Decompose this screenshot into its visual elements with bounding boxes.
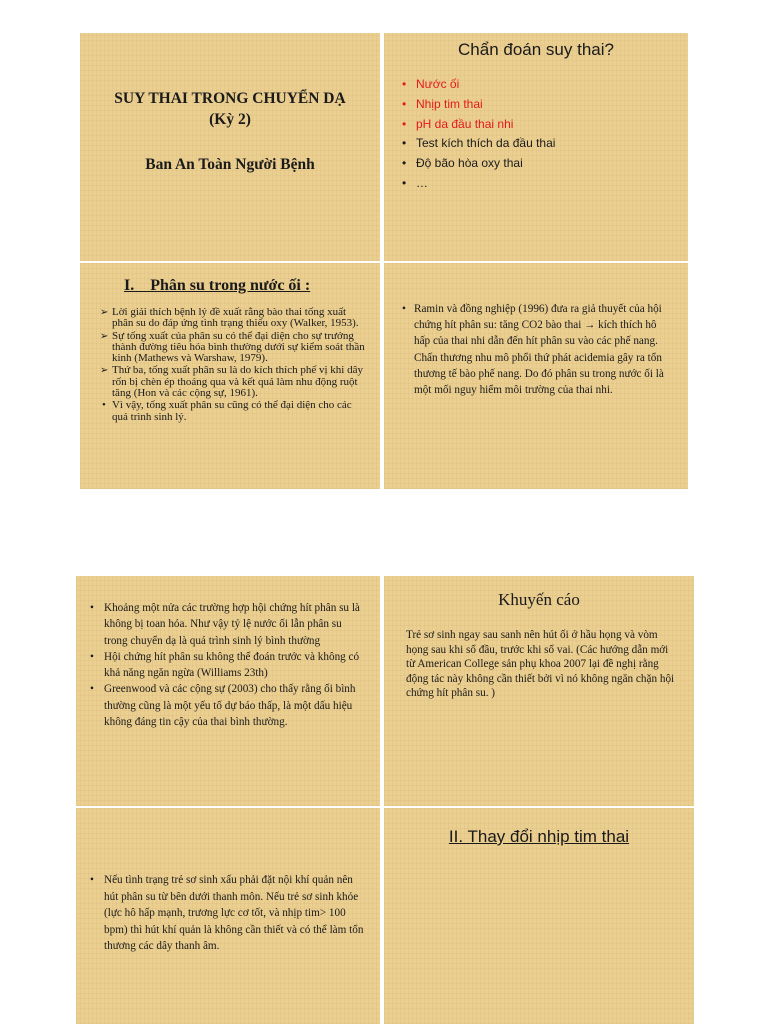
list-item: • Độ bão hòa oxy thai	[402, 154, 680, 174]
list-item: ➢ Lời giải thích bệnh lý đề xuất rằng bào thai tống xuất phân su do đáp ứng tình trạng thiếu oxy (Walker, 1953).	[100, 307, 368, 330]
list-item: • …	[402, 174, 680, 194]
diagnosis-list	[402, 75, 680, 194]
slide-intubation	[76, 808, 380, 1024]
slide-diagnosis	[384, 33, 688, 261]
list-item: ➢ Thứ ba, tống xuất phân su là do kích thích phế vị khi dây rốn bị chèn ép thoáng qua và kết quả làm nhu động ruột tăng (Hon và các cộng sự, 1961).	[100, 365, 368, 399]
list-item: • Nước ối	[402, 75, 680, 95]
slide-recommendation-title: Khuyến cáo	[498, 590, 580, 609]
slide-heart-rate	[384, 808, 694, 1024]
slide-title-heading	[80, 88, 380, 130]
list-item: • Hội chứng hít phân su không thể đoán trước và không có khả năng ngăn ngừa (Williams 23th)	[90, 649, 368, 682]
list-item: • Ramin và đồng nghiệp (1996) đưa ra giả thuyết của hội chứng hít phân su: tăng CO2 bào thai → kích thích hô hấp của thai nhi dẫn đến hít phân su vào các phế nang. Chấn thương nhu mô phổi thứ phát acidemia gây ra tổn thương tế bào phế nang. Do đó phân su trong nước ối là một mối nguy hiểm môi trường của thai nhi.	[402, 301, 674, 398]
list-item: • Vì vậy, tống xuất phân su cũng có thể đại diện cho các quá trình sinh lý.	[100, 400, 368, 423]
list-item: • Nhịp tim thai	[402, 95, 680, 115]
slide-meconium-title: I. Phân su trong nước ối :	[124, 277, 311, 294]
slide-subtitle: Ban An Toàn Người Bệnh	[145, 156, 315, 173]
ramin-list	[402, 301, 674, 398]
slide-heart-rate-title: II. Thay đổi nhịp tim thai	[448, 827, 630, 846]
slide-meconium	[80, 263, 380, 489]
slide-ramin	[384, 263, 688, 489]
slide-recommendation	[384, 576, 694, 806]
title-line-1: SUY THAI TRONG CHUYỂN DẠ	[114, 90, 346, 107]
slide-title	[80, 33, 380, 261]
intubation-list	[90, 872, 368, 955]
list-item: ➢ Sự tống xuất của phân su có thể đại diện cho sự trưởng thành đường tiêu hóa bình thường dưới sự kiểm soát thần kinh (Mathews và Warshaw, 1979).	[100, 331, 368, 365]
meconium-list	[100, 307, 368, 424]
title-line-2: (Kỳ 2)	[209, 111, 251, 128]
slide-aspiration	[76, 576, 380, 806]
list-item: • Khoảng một nửa các trường hợp hội chứng hít phân su là không bị toan hóa. Như vậy tỷ lệ nước ối lẫn phân su trong chuyển dạ là quá trình sinh lý bình thường	[90, 600, 368, 649]
recommendation-body: Trẻ sơ sinh ngay sau sanh nên hút ối ở hầu họng và vòm họng sau khi sổ đầu, trước khi sổ vai. (Các hướng dẫn mới từ American College sản phụ khoa 2007 lại đề nghị rằng động tác này không cần thiết bởi vì nó không ngăn chặn hội chứng hít phân su. )	[406, 629, 675, 699]
list-item: • pH da đầu thai nhi	[402, 115, 680, 135]
slide-diagnosis-title: Chẩn đoán suy thai?	[458, 40, 614, 59]
aspiration-list	[90, 600, 368, 730]
list-item: • Nếu tình trạng trẻ sơ sinh xấu phải đặt nội khí quản nên hút phân su từ bên dưới thanh môn. Nếu trẻ sơ sinh khỏe (lực hô hấp mạnh, trương lực cơ tốt, và nhịp tim> 100 bpm) thì hút khí quản là không cần thiết và có thể làm tổn thương các dây thanh âm.	[90, 872, 368, 955]
list-item: • Greenwood và các cộng sự (2003) cho thấy rằng ối bình thường cũng là một yếu tố dự báo thấp, là một dấu hiệu không đáng tin cậy của thai bình thường.	[90, 681, 368, 730]
list-item: • Test kích thích da đầu thai	[402, 134, 680, 154]
